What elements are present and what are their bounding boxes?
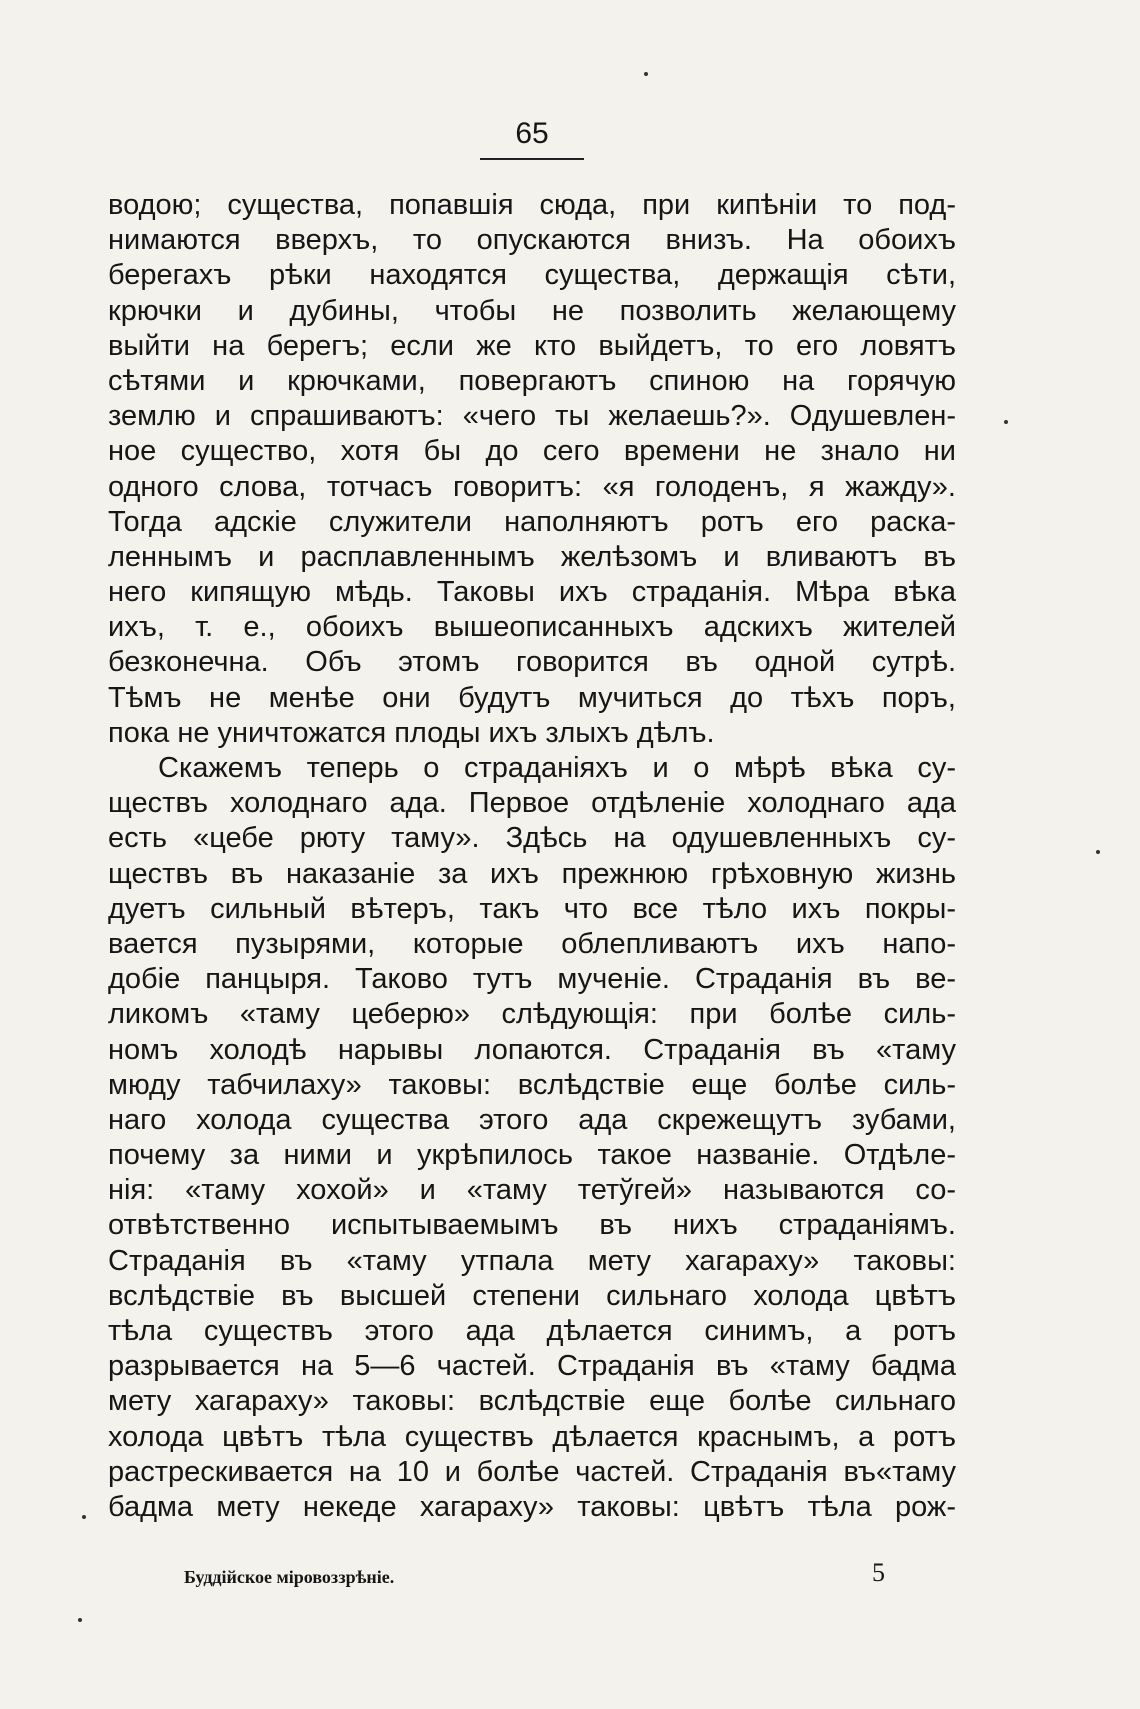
footer-book-title: Буддiйское мiровоззрѣнiе. bbox=[184, 1567, 395, 1587]
text-line: мюду табчилаху» таковы: вслѣдствiе еще болѣе силь- bbox=[108, 1068, 956, 1101]
text-line: Страданiя въ «таму утпала мету хагараху» таковы: bbox=[108, 1244, 956, 1277]
text-line: него кипящую мѣдь. Таковы ихъ страданiя. Мѣра вѣка bbox=[108, 576, 956, 609]
text-line: выйти на берегъ; если же кто выйдетъ, то его ловятъ bbox=[108, 329, 956, 362]
text-line: отвѣтственно испытываемымъ въ нихъ страданiямъ. bbox=[108, 1209, 956, 1242]
text-line: сѣтями и крючками, повергаютъ спиною на горячую bbox=[108, 364, 956, 397]
text-line: ихъ, т. е., обоихъ вышеописанныхъ адскихъ жителей bbox=[108, 611, 956, 644]
paper-speck bbox=[1096, 850, 1100, 854]
text-line: есть «цебе рюту таму». Здѣсь на одушевленныхъ су- bbox=[108, 822, 956, 855]
text-line: водою; существа, попавшiя сюда, при кипѣнiи то под- bbox=[108, 189, 956, 221]
text-line: леннымъ и расплавленнымъ желѣзомъ и вливаютъ въ bbox=[108, 540, 956, 573]
text-line: безконечна. Объ этомъ говорится въ одной сутрѣ. bbox=[108, 646, 956, 679]
text-line: ликомъ «таму цеберю» слѣдующiя: при болѣе силь- bbox=[108, 998, 956, 1031]
signature-mark: 5 bbox=[872, 1558, 885, 1587]
text-line: бадма мету некеде хагараху» таковы: цвѣтъ тѣла рож- bbox=[108, 1490, 956, 1523]
text-line: нiя: «таму хохой» и «таму тетўгей» называются со- bbox=[108, 1174, 956, 1207]
text-line: Скажемъ теперь о страданiяхъ и о мѣрѣ вѣка су- bbox=[158, 752, 956, 784]
text-line: наго холода существа этого ада скрежещутъ зубами, bbox=[108, 1103, 956, 1136]
text-line: растрескивается на 10 и болѣе частей. Страданiя въ«таму bbox=[108, 1455, 956, 1488]
text-line: вслѣдствiе въ высшей степени сильнаго холода цвѣтъ bbox=[108, 1279, 956, 1312]
text-line: пока не уничтожатся плоды ихъ злыхъ дѣлъ. bbox=[108, 716, 715, 749]
paper-speck bbox=[644, 72, 648, 76]
page-number: 65 bbox=[480, 114, 584, 160]
text-line: Тѣмъ не менѣе они будутъ мучиться до тѣхъ поръ, bbox=[108, 681, 956, 714]
paper-speck bbox=[1004, 420, 1008, 424]
text-line: крючки и дубины, чтобы не позволить желающему bbox=[108, 294, 956, 327]
text-line: номъ холодѣ нарывы лопаются. Страданiя въ «таму bbox=[108, 1033, 956, 1066]
text-line: ществъ холоднаго ада. Первое отдѣленiе холоднаго ада bbox=[108, 787, 956, 820]
text-line: мету хагараху» таковы: вслѣдствiе еще болѣе сильнаго bbox=[108, 1385, 956, 1418]
text-line: холода цвѣтъ тѣла существъ дѣлается краснымъ, а ротъ bbox=[108, 1420, 956, 1453]
text-line: одного слова, тотчасъ говоритъ: «я голоденъ, я жажду». bbox=[108, 470, 956, 503]
text-line: берегахъ рѣки находятся существа, держащiя сѣти, bbox=[108, 259, 956, 292]
text-line: разрывается на 5—6 частей. Страданiя въ «таму бадма bbox=[108, 1350, 956, 1383]
text-line: тѣла существъ этого ада дѣлается синимъ, а ротъ bbox=[108, 1315, 956, 1347]
text-line: нимаются вверхъ, то опускаются внизъ. На обоихъ bbox=[108, 224, 956, 257]
body-text bbox=[108, 188, 956, 1525]
text-line: ное существо, хотя бы до сего времени не знало ни bbox=[108, 435, 956, 468]
text-line: Тогда адскiе служители наполняютъ ротъ его раска- bbox=[108, 505, 956, 538]
text-line: добiе панцыря. Таково тутъ мученiе. Страданiя въ ве- bbox=[108, 963, 956, 996]
text-line: дуетъ сильный вѣтеръ, такъ что все тѣло ихъ покры- bbox=[108, 892, 956, 925]
text-line: вается пузырями, которые облепливаютъ ихъ напо- bbox=[108, 927, 956, 960]
text-line: ществъ въ наказанiе за ихъ прежнюю грѣховную жизнь bbox=[108, 857, 956, 890]
paper-speck bbox=[78, 1618, 82, 1622]
paper-speck bbox=[82, 1515, 86, 1519]
text-line: почему за ними и укрѣпилось такое названiе. Отдѣле- bbox=[108, 1139, 956, 1172]
text-line: землю и спрашиваютъ: «чего ты желаешь?». Одушевлен- bbox=[108, 400, 956, 433]
